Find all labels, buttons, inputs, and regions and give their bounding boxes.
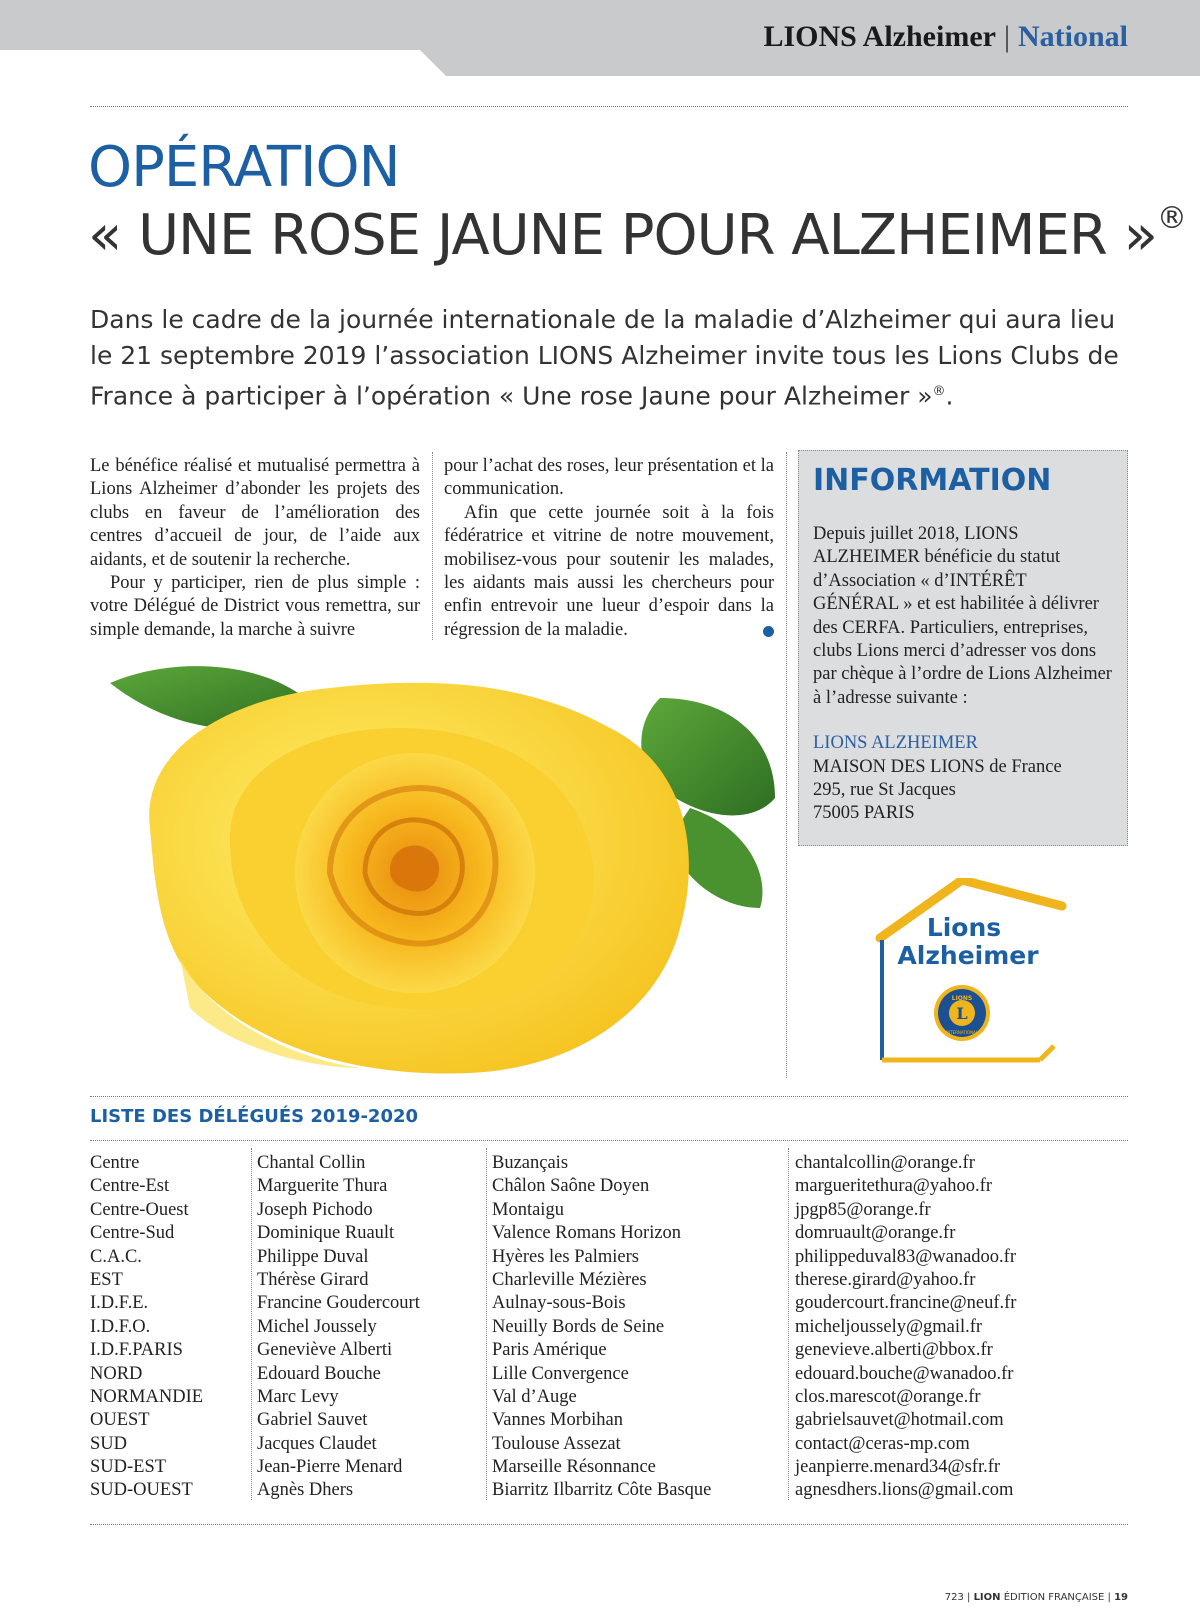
region-cell: NORD <box>90 1363 143 1384</box>
region-cell: SUD-OUEST <box>90 1480 193 1501</box>
region-cell: I.D.F.PARIS <box>90 1340 183 1361</box>
emblem-bottom-text: INTERNATIONAL <box>945 1030 979 1035</box>
body-paragraph: Le bénéfice réalisé et mutualisé permettra à Lions Alzheimer d’abonder les projets des clubs en faveur de l’amélioration des centres d’accueil de jour, de l’aide aux aidants, et de soutenir la recherche. <box>90 456 420 570</box>
logo-line-2: Alzheimer <box>897 941 1039 970</box>
emblem-top-text: LIONS <box>951 995 973 1002</box>
header-separator: | <box>1003 20 1010 53</box>
body-paragraph-text: Afin que cette journée soit à la fois fédératrice et vitrine de notre mouvement, mobilisez-vous pour soutenir les malades, les aidants mais aussi les chercheurs pour enfin entrevoir une lueur d’espoir dans la régression de la maladie. <box>444 502 774 640</box>
lead-text: Dans le cadre de la journée internationale de la maladie d’Alzheimer qui aura lieu le 21 septembre 2019 l’association LIONS Alzheimer invite tous les Lions Clubs de France à participer à l’opération « Une rose Jaune pour Alzheimer » <box>90 305 1119 411</box>
section-header <box>763 20 1128 54</box>
registered-mark: ® <box>1156 201 1186 236</box>
info-address-line-3: 75005 PARIS <box>813 803 915 824</box>
club-cell: Montaigu <box>492 1199 564 1220</box>
lions-alzheimer-logo <box>872 878 1072 1064</box>
email-cell: therese.girard@yahoo.fr <box>795 1269 976 1290</box>
names-column <box>257 1152 477 1503</box>
email-cell: micheljoussely@gmail.fr <box>795 1316 983 1337</box>
lead-registered-mark: ® <box>932 384 946 399</box>
club-cell: Biarritz Ilbarritz Côte Basque <box>492 1480 712 1501</box>
email-cell: margueritethura@yahoo.fr <box>795 1176 992 1197</box>
email-cell: genevieve.alberti@bbox.fr <box>795 1340 993 1361</box>
club-cell: Marseille Résonnance <box>492 1457 656 1478</box>
page-footer <box>945 1592 1128 1603</box>
delegate-name-cell: Philippe Duval <box>257 1246 369 1267</box>
regions-column <box>90 1152 250 1503</box>
delegate-name-cell: Agnès Dhers <box>257 1480 354 1501</box>
divider <box>90 106 1128 107</box>
body-paragraph <box>444 502 774 642</box>
footer-issue: 723 | <box>944 1592 971 1603</box>
info-organization: LIONS ALZHEIMER <box>813 733 978 754</box>
emblem-letter: L <box>956 1004 968 1023</box>
region-cell: NORMANDIE <box>90 1386 204 1407</box>
lead-paragraph <box>90 302 1140 414</box>
region-cell: Centre-Est <box>90 1176 170 1197</box>
lead-end: . <box>945 381 954 411</box>
email-cell: domruault@orange.fr <box>795 1223 956 1244</box>
info-address-line-1: MAISON DES LIONS de France <box>813 756 1062 777</box>
column-rule <box>251 1148 252 1500</box>
email-cell: chantalcollin@orange.fr <box>795 1153 975 1173</box>
email-cell: contact@ceras-mp.com <box>795 1433 970 1454</box>
club-cell: Châlon Saône Doyen <box>492 1176 650 1197</box>
info-address-line-2: 295, rue St Jacques <box>813 780 956 801</box>
column-rule <box>788 1148 789 1500</box>
body-column-1 <box>90 455 420 642</box>
footer-magazine: LION <box>973 1592 1001 1603</box>
title-line-1: OPÉRATION <box>88 135 400 200</box>
region-cell: SUD-EST <box>90 1457 167 1478</box>
info-title: INFORMATION <box>813 463 1052 498</box>
column-rule <box>786 452 787 1078</box>
information-box <box>798 450 1128 846</box>
region-cell: C.A.C. <box>90 1246 142 1267</box>
delegate-name-cell: Francine Goudercourt <box>257 1293 420 1314</box>
email-cell: philippeduval83@wanadoo.fr <box>795 1246 1016 1267</box>
region-cell: Centre-Ouest <box>90 1199 189 1220</box>
email-cell: clos.marescot@orange.fr <box>795 1386 981 1407</box>
footer-page-number: 19 <box>1114 1592 1128 1603</box>
region-cell: I.D.F.E. <box>90 1293 149 1314</box>
club-cell: Neuilly Bords de Seine <box>492 1316 665 1337</box>
email-cell: goudercourt.francine@neuf.fr <box>795 1293 1017 1314</box>
email-cell: jpgp85@orange.fr <box>795 1199 931 1220</box>
club-cell: Aulnay-sous-Bois <box>492 1293 626 1314</box>
delegate-name-cell: Gabriel Sauvet <box>257 1410 368 1431</box>
region-cell: OUEST <box>90 1410 150 1431</box>
emails-column <box>795 1152 1135 1503</box>
delegate-name-cell: Jean-Pierre Menard <box>257 1457 403 1478</box>
club-cell: Valence Romans Horizon <box>492 1223 682 1244</box>
region-cell: SUD <box>90 1433 128 1454</box>
body-column-2 <box>444 455 774 642</box>
region-cell: Centre-Sud <box>90 1223 175 1244</box>
header-brand: LIONS Alzheimer <box>763 20 996 53</box>
region-cell: Centre <box>90 1153 140 1173</box>
clubs-column <box>492 1152 782 1503</box>
email-cell: jeanpierre.menard34@sfr.fr <box>795 1457 1001 1478</box>
title-line-2 <box>88 201 1186 268</box>
club-cell: Hyères les Palmiers <box>492 1246 639 1267</box>
delegate-name-cell: Geneviève Alberti <box>257 1340 393 1361</box>
club-cell: Val d’Auge <box>492 1386 577 1407</box>
delegate-name-cell: Marc Levy <box>257 1386 339 1407</box>
club-cell: Vannes Morbihan <box>492 1410 624 1431</box>
divider <box>90 1524 1128 1525</box>
divider <box>90 1140 1128 1141</box>
delegate-name-cell: Thérèse Girard <box>257 1269 369 1290</box>
delegate-name-cell: Joseph Pichodo <box>257 1199 373 1220</box>
yellow-rose-image <box>90 658 775 1078</box>
delegate-name-cell: Jacques Claudet <box>257 1433 377 1454</box>
club-cell: Charleville Mézières <box>492 1269 647 1290</box>
region-cell: I.D.F.O. <box>90 1316 151 1337</box>
delegates-list-title: LISTE DES DÉLÉGUÉS 2019-2020 <box>90 1106 419 1127</box>
lions-international-emblem <box>934 985 990 1041</box>
club-cell: Toulouse Assezat <box>492 1433 621 1454</box>
logo-line-1: Lions <box>926 913 1002 942</box>
delegate-name-cell: Edouard Bouche <box>257 1363 381 1384</box>
column-rule <box>432 452 433 640</box>
end-mark-icon <box>763 626 774 637</box>
club-cell: Buzançais <box>492 1153 569 1173</box>
email-cell: gabrielsauvet@hotmail.com <box>795 1410 1004 1431</box>
divider <box>90 1096 1128 1097</box>
club-cell: Lille Convergence <box>492 1363 629 1384</box>
body-paragraph: pour l’achat des roses, leur présentation et la communication. <box>444 456 774 500</box>
delegate-name-cell: Marguerite Thura <box>257 1176 388 1197</box>
footer-edition: ÉDITION FRANÇAISE | <box>1003 1592 1111 1603</box>
header-section: National <box>1017 20 1128 53</box>
title-text: « UNE ROSE JAUNE POUR ALZHEIMER » <box>88 203 1157 268</box>
region-cell: EST <box>90 1269 123 1290</box>
delegate-name-cell: Dominique Ruault <box>257 1223 395 1244</box>
email-cell: edouard.bouche@wanadoo.fr <box>795 1363 1014 1384</box>
club-cell: Paris Amérique <box>492 1340 607 1361</box>
body-paragraph: Pour y participer, rien de plus simple : votre Délégué de District vous remettra, sur simple demande, la marche à suivre <box>90 573 420 640</box>
column-rule <box>486 1148 487 1500</box>
delegate-name-cell: Michel Joussely <box>257 1316 377 1337</box>
email-cell: agnesdhers.lions@gmail.com <box>795 1480 1014 1501</box>
info-body: Depuis juillet 2018, LIONS ALZHEIMER bénéficie du statut d’Association « d’INTÉRÊT GÉNÉRAL » et est habilitée à délivrer des CERFA. Particuliers, entreprises, clubs Lions merci d’adresser vos dons par chèque à l’ordre de Lions Alzheimer à l’adresse suivante : <box>813 524 1112 708</box>
delegate-name-cell: Chantal Collin <box>257 1153 366 1173</box>
